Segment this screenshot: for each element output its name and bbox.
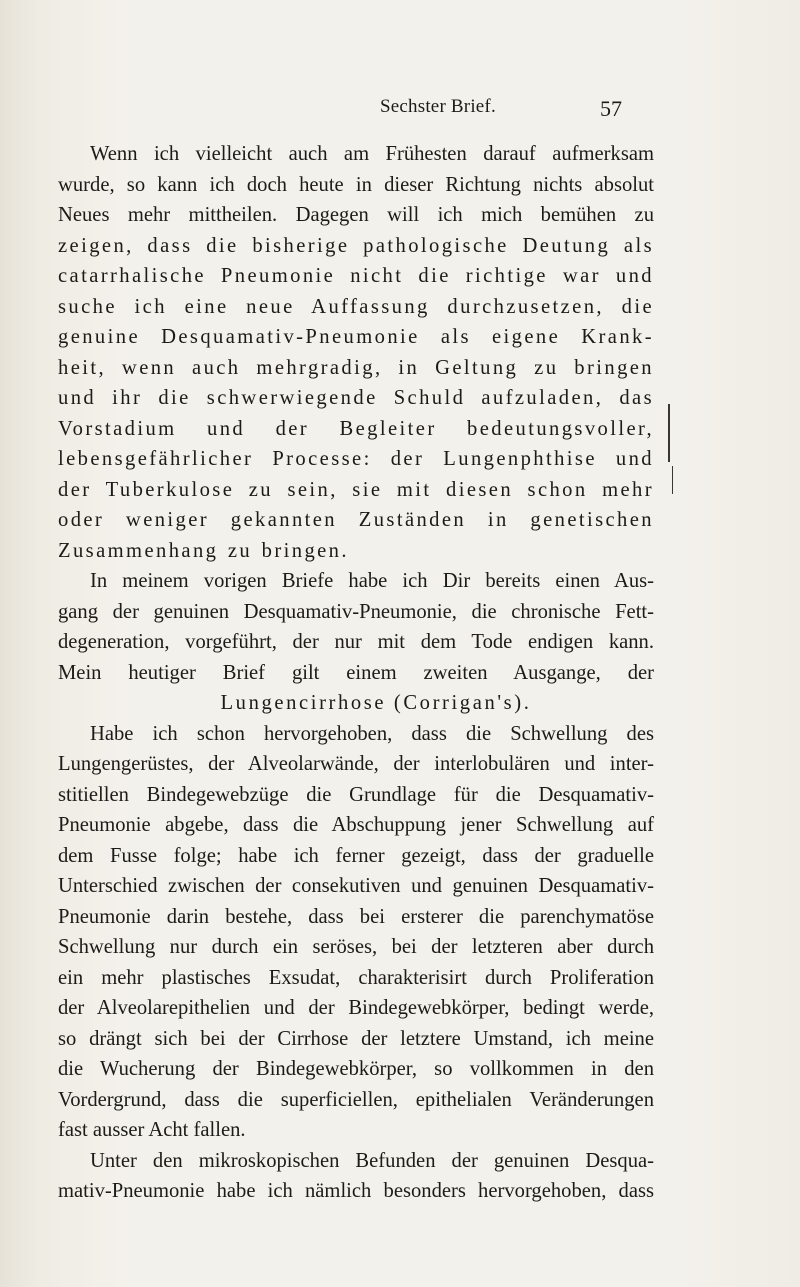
text-line: der Tuberkulose zu sein, sie mit diesen schon mehr [58, 478, 654, 501]
text-line: Schwellung nur durch ein seröses, bei der letzteren aber durch [58, 936, 654, 958]
margin-bracket-mark [672, 466, 673, 494]
text-line: lebensgefährlicher Processe: der Lungenphthise und [58, 448, 654, 470]
text-line: Unter den mikroskopischen Befunden der genuinen Desqua- [90, 1149, 654, 1172]
text-line: heit, wenn auch mehrgradig, in Geltung zu bringen [58, 356, 654, 379]
text-line: degeneration, vorgeführt, der nur mit dem Tode endigen kann. [58, 631, 654, 653]
text-line: Pneumonie darin bestehe, dass bei ersterer die parenchymatöse [58, 905, 654, 928]
text-line: der Alveolarepithelien und der Bindegewebkörper, bedingt werde, [58, 997, 654, 1019]
text-line: Habe ich schon hervorgehoben, dass die Schwellung des [90, 722, 654, 745]
text-line: Unterschied zwischen der consekutiven und genuinen Desquamativ- [58, 875, 654, 897]
text-line: ein mehr plastisches Exsudat, charakterisirt durch Proliferation [58, 966, 654, 989]
text-line: fast ausser Acht fallen. [58, 1119, 246, 1141]
text-line: die Wucherung der Bindegewebkörper, so vollkommen in den [58, 1058, 654, 1080]
text-line: stitiellen Bindegewebzüge die Grundlage für die Desquamativ- [58, 783, 654, 806]
text-line: In meinem vorigen Briefe habe ich Dir bereits einen Aus- [90, 570, 654, 592]
text-line: Pneumonie abgebe, dass die Abschuppung jener Schwellung auf [58, 814, 654, 836]
text-line: mativ-Pneumonie habe ich nämlich besonders hervorgehoben, dass [58, 1180, 654, 1202]
page-header [62, 96, 622, 126]
text-line: Vordergrund, dass die superficiellen, epithelialen Veränderungen [58, 1088, 654, 1111]
text-line: Lungengerüstes, der Alveolarwände, der interlobulären und inter- [58, 753, 654, 775]
text-line: wurde, so kann ich doch heute in dieser Richtung nichts absolut [58, 173, 654, 196]
running-title: Sechster Brief. [380, 96, 496, 117]
text-line: zeigen, dass die bisherige pathologische Deutung als [58, 234, 654, 257]
text-line: Lungencirrhose (Corrigan's). [220, 692, 532, 714]
margin-bracket-mark [668, 404, 670, 462]
text-line: Wenn ich vielleicht auch am Frühesten darauf aufmerksam [90, 143, 654, 165]
text-line: oder weniger gekannten Zuständen in genetischen [58, 509, 654, 531]
text-line: Vorstadium und der Begleiter bedeutungsvoller, [58, 417, 654, 440]
text-line: so drängt sich bei der Cirrhose der letztere Umstand, ich meine [58, 1027, 654, 1050]
text-line: catarrhalische Pneumonie nicht die richtige war und [58, 265, 654, 287]
text-line: Neues mehr mittheilen. Dagegen will ich mich bemühen zu [58, 204, 654, 226]
text-line: suche ich eine neue Auffassung durchzusetzen, die [58, 295, 654, 318]
body-text [58, 139, 654, 1207]
text-line: dem Fusse folge; habe ich ferner gezeigt, dass der graduelle [58, 844, 654, 867]
text-line: Mein heutiger Brief gilt einem zweiten Ausgange, der [58, 661, 654, 684]
text-line: gang der genuinen Desquamativ-Pneumonie, die chronische Fett- [58, 600, 654, 623]
page-number: 57 [600, 96, 622, 121]
text-line: genuine Desquamativ-Pneumonie als eigene Krank- [58, 326, 654, 348]
text-line: und ihr die schwerwiegende Schuld aufzuladen, das [58, 387, 654, 409]
text-line: Zusammenhang zu bringen. [58, 539, 349, 562]
